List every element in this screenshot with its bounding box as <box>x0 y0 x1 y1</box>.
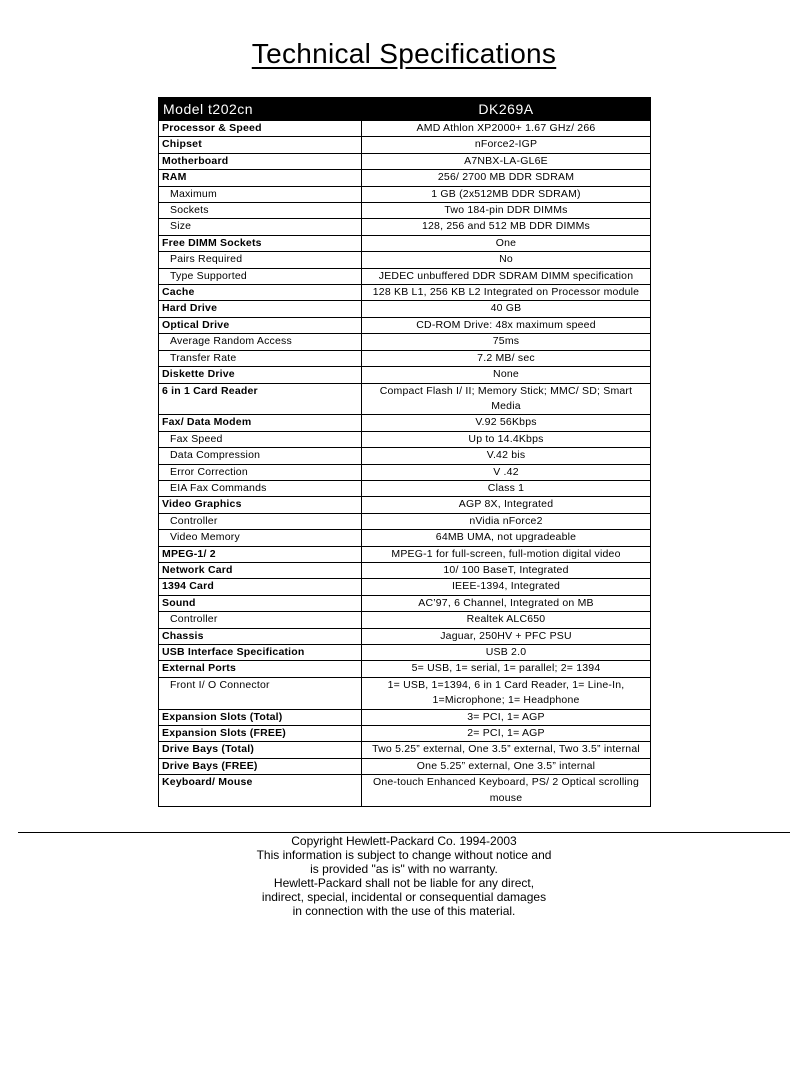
table-row <box>159 726 651 742</box>
spec-label: Fax/ Data Modem <box>159 415 362 431</box>
spec-value: 128 KB L1, 256 KB L2 Integrated on Processor module <box>362 285 651 301</box>
spec-value: 2= PCI, 1= AGP <box>362 726 651 742</box>
spec-value: 40 GB <box>362 301 651 317</box>
table-row <box>159 268 651 284</box>
table-row <box>159 448 651 464</box>
spec-label: Expansion Slots (Total) <box>159 709 362 725</box>
table-row <box>159 186 651 202</box>
table-row <box>159 758 651 774</box>
spec-value: AMD Athlon XP2000+ 1.67 GHz/ 266 <box>362 121 651 137</box>
copyright-footer <box>0 834 808 918</box>
spec-label: Size <box>159 219 362 235</box>
table-row <box>159 595 651 611</box>
spec-label: Cache <box>159 285 362 301</box>
spec-value: nForce2-IGP <box>362 137 651 153</box>
spec-label: Chassis <box>159 628 362 644</box>
table-row <box>159 121 651 137</box>
table-row <box>159 252 651 268</box>
table-row <box>159 530 651 546</box>
spec-label: Maximum <box>159 186 362 202</box>
table-row <box>159 628 651 644</box>
table-row <box>159 464 651 480</box>
spec-value: Jaguar, 250HV + PFC PSU <box>362 628 651 644</box>
spec-label: Processor & Speed <box>159 121 362 137</box>
table-row <box>159 562 651 578</box>
table-row <box>159 415 651 431</box>
table-row <box>159 513 651 529</box>
spec-label: Hard Drive <box>159 301 362 317</box>
table-row <box>159 546 651 562</box>
table-row <box>159 170 651 186</box>
spec-label: Video Graphics <box>159 497 362 513</box>
spec-value: V.92 56Kbps <box>362 415 651 431</box>
spec-value: AGP 8X, Integrated <box>362 497 651 513</box>
table-row <box>159 285 651 301</box>
spec-label: Free DIMM Sockets <box>159 235 362 251</box>
spec-label: RAM <box>159 170 362 186</box>
spec-value: One <box>362 235 651 251</box>
table-row <box>159 431 651 447</box>
spec-value: No <box>362 252 651 268</box>
spec-value: IEEE-1394, Integrated <box>362 579 651 595</box>
spec-table-body <box>159 121 651 807</box>
table-header-row <box>159 98 651 121</box>
spec-label: Optical Drive <box>159 317 362 333</box>
spec-label: 6 in 1 Card Reader <box>159 383 362 415</box>
table-row <box>159 301 651 317</box>
spec-value: Realtek ALC650 <box>362 612 651 628</box>
spec-value: 3= PCI, 1= AGP <box>362 709 651 725</box>
spec-value: Two 184-pin DDR DIMMs <box>362 203 651 219</box>
spec-label: Transfer Rate <box>159 350 362 366</box>
spec-value: AC’97, 6 Channel, Integrated on MB <box>362 595 651 611</box>
table-row <box>159 203 651 219</box>
table-row <box>159 367 651 383</box>
spec-label: Diskette Drive <box>159 367 362 383</box>
spec-label: Type Supported <box>159 268 362 284</box>
footer-line: indirect, special, incidental or consequential damages <box>261 890 547 904</box>
footer-line: Hewlett-Packard shall not be liable for any direct, <box>273 876 535 890</box>
spec-value: 75ms <box>362 334 651 350</box>
spec-value: 10/ 100 BaseT, Integrated <box>362 562 651 578</box>
spec-value: nVidia nForce2 <box>362 513 651 529</box>
spec-value: CD-ROM Drive: 48x maximum speed <box>362 317 651 333</box>
spec-label: Average Random Access <box>159 334 362 350</box>
spec-value: 7.2 MB/ sec <box>362 350 651 366</box>
spec-value: MPEG-1 for full-screen, full-motion digital video <box>362 546 651 562</box>
spec-label: Sockets <box>159 203 362 219</box>
table-row <box>159 137 651 153</box>
footer-line: Copyright Hewlett-Packard Co. 1994-2003 <box>291 834 517 848</box>
spec-label: External Ports <box>159 661 362 677</box>
spec-label: Network Card <box>159 562 362 578</box>
table-row <box>159 661 651 677</box>
spec-value: One 5.25” external, One 3.5” internal <box>362 758 651 774</box>
spec-value: 1= USB, 1=1394, 6 in 1 Card Reader, 1= Line-In, 1=Microphone; 1= Headphone <box>362 677 651 709</box>
footer-line: This information is subject to change without notice and <box>256 848 552 862</box>
spec-value: Class 1 <box>362 480 651 496</box>
spec-value: 128, 256 and 512 MB DDR DIMMs <box>362 219 651 235</box>
footer-line: is provided "as is" with no warranty. <box>310 862 498 876</box>
spec-label: EIA Fax Commands <box>159 480 362 496</box>
table-row <box>159 219 651 235</box>
spec-label: Front I/ O Connector <box>159 677 362 709</box>
spec-label: Motherboard <box>159 153 362 169</box>
spec-label: 1394 Card <box>159 579 362 595</box>
spec-label: Pairs Required <box>159 252 362 268</box>
spec-value: V .42 <box>362 464 651 480</box>
spec-value: 1 GB (2x512MB DDR SDRAM) <box>362 186 651 202</box>
spec-label: Controller <box>159 513 362 529</box>
spec-label: Controller <box>159 612 362 628</box>
table-row <box>159 383 651 415</box>
spec-value: A7NBX-LA-GL6E <box>362 153 651 169</box>
spec-value: Compact Flash I/ II; Memory Stick; MMC/ SD; Smart Media <box>362 383 651 415</box>
table-row <box>159 153 651 169</box>
table-row <box>159 579 651 595</box>
table-row <box>159 775 651 807</box>
spec-label: Expansion Slots (FREE) <box>159 726 362 742</box>
spec-label: Fax Speed <box>159 431 362 447</box>
table-row <box>159 235 651 251</box>
spec-value: 64MB UMA, not upgradeable <box>362 530 651 546</box>
product-number-header: DK269A <box>362 98 651 121</box>
spec-label: USB Interface Specification <box>159 645 362 661</box>
footer-divider <box>18 832 790 833</box>
spec-value: Up to 14.4Kbps <box>362 431 651 447</box>
spec-label: Drive Bays (FREE) <box>159 758 362 774</box>
page-title: Technical Specifications <box>251 38 557 69</box>
spec-value: JEDEC unbuffered DDR SDRAM DIMM specification <box>362 268 651 284</box>
table-row <box>159 612 651 628</box>
spec-label: MPEG-1/ 2 <box>159 546 362 562</box>
spec-label: Keyboard/ Mouse <box>159 775 362 807</box>
spec-label: Chipset <box>159 137 362 153</box>
spec-value: None <box>362 367 651 383</box>
spec-value: Two 5.25” external, One 3.5” external, Two 3.5” internal <box>362 742 651 758</box>
model-header: Model t202cn <box>159 98 362 121</box>
table-row <box>159 350 651 366</box>
spec-value: 256/ 2700 MB DDR SDRAM <box>362 170 651 186</box>
spec-value: V.42 bis <box>362 448 651 464</box>
spec-label: Video Memory <box>159 530 362 546</box>
table-row <box>159 334 651 350</box>
spec-value: 5= USB, 1= serial, 1= parallel; 2= 1394 <box>362 661 651 677</box>
table-row <box>159 497 651 513</box>
spec-value: USB 2.0 <box>362 645 651 661</box>
spec-value: One-touch Enhanced Keyboard, PS/ 2 Optical scrolling mouse <box>362 775 651 807</box>
spec-label: Drive Bays (Total) <box>159 742 362 758</box>
spec-label: Error Correction <box>159 464 362 480</box>
table-row <box>159 709 651 725</box>
table-row <box>159 742 651 758</box>
table-row <box>159 480 651 496</box>
table-row <box>159 645 651 661</box>
table-row <box>159 317 651 333</box>
spec-table <box>158 97 651 807</box>
spec-label: Sound <box>159 595 362 611</box>
footer-line: in connection with the use of this material. <box>292 904 516 918</box>
table-row <box>159 677 651 709</box>
spec-label: Data Compression <box>159 448 362 464</box>
